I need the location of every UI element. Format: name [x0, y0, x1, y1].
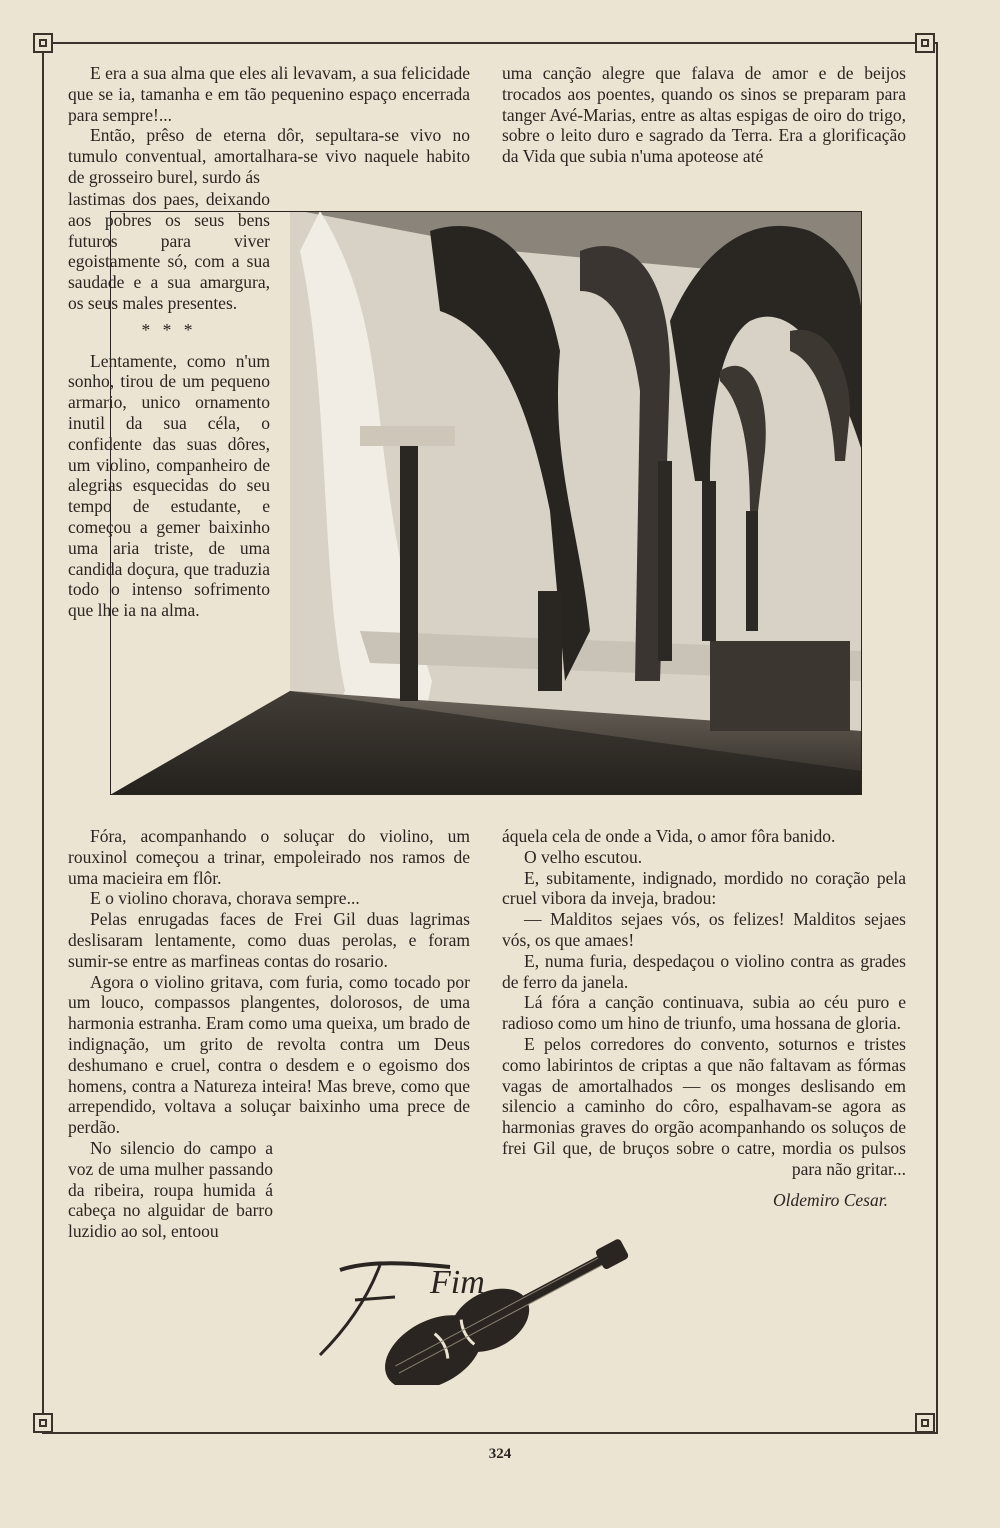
corner-ornament	[915, 33, 935, 53]
paragraph: Agora o violino gritava, com furia, como tocado por um louco, compassos plangentes, dolorosos, de uma harmonia estranha. Eram como uma queixa, um brado de indignação, um grito de revolta contra um Deus deshumano e cruel, contra o desdem e o egoismo dos homens, contra a Natureza inteira! Mas breve, como que arrependido, voltava a soluçar baixinho uma prece de perdão.	[68, 971, 470, 1138]
author-signature: Oldemiro Cesar.	[772, 1189, 888, 1210]
corner-ornament	[915, 1413, 935, 1433]
paragraph: Pelas enrugadas faces de Frei Gil duas lagrimas deslisaram lentamente, como duas perolas, e foram sumir-se entre as marfineas contas do rosario.	[68, 909, 470, 971]
top-left-column	[68, 63, 470, 188]
bottom-right-column	[502, 826, 906, 1210]
corner-ornament	[33, 1413, 53, 1433]
paragraph: uma canção alegre que falava de amor e de beijos trocados aos poentes, quando os sinos se preparam para tanger Avé-Marias, entre as altas espigas de oiro do trigo, sobre o leito duro e sagrado da Terra. Era a glorificação da Vida que subia n'uma apoteose até	[502, 63, 906, 167]
page-number: 324	[488, 1446, 512, 1462]
paragraph: E era a sua alma que eles ali levavam, a sua felicidade que se ia, tamanha e em tão pequenino espaço encerrada para sempre!...	[68, 63, 470, 125]
paragraph: lastimas dos paes, deixando aos pobres os seus bens futuros para viver egoistamente só, com a sua saudade e a sua amargura, os seus males presentes.	[68, 189, 270, 313]
paragraph: — Malditos sejaes vós, os felizes! Malditos sejaes vós, os que amaes!	[502, 909, 906, 950]
cloister-illustration	[110, 211, 862, 795]
paragraph: Então, prêso de eterna dôr, sepultara-se vivo no tumulo conventual, amortalhara-se vivo naquele habito de grosseiro burel, surdo ás	[68, 125, 470, 187]
paragraph: O velho escutou.	[524, 846, 643, 867]
paragraph: Fóra, acompanhando o soluçar do violino, um rouxinol começou a trinar, empoleirado nos ramos de uma macieira em flôr.	[68, 826, 470, 888]
paragraph: áquela cela de onde a Vida, o amor fôra banido.	[502, 826, 836, 846]
corner-ornament	[33, 33, 53, 53]
section-separator: * * *	[141, 319, 197, 340]
paragraph: E, numa furia, despedaçou o violino contra as grades de ferro da janela.	[502, 950, 906, 992]
paragraph: E o violino chorava, chorava sempre...	[90, 888, 360, 909]
paragraph: E pelos corredores do convento, soturnos e tristes como labirintos de criptas a que não faltavam as fórmas vagas de amortalhados — os monges deslisando em silencio a caminho do côro, espalhavam-se agora as harmonias graves do orgão acompanhando os soluços de frei Gil que, de bruços sobre o catre, mordia os pulsos para não gritar...	[502, 1033, 906, 1179]
paragraph: Lentamente, como n'um sonho, tirou de um pequeno armario, unico ornamento inutil da sua céla, o confidente das suas dôres, um violino, companheiro de alegrias esquecidas do seu tempo de estudante, e começou a gemer baixinho uma aria triste, de uma candida doçura, que traduzia todo o intenso sofrimento que lhe ia na alma.	[68, 350, 270, 621]
paragraph: Lá fóra a canção continuava, subia ao céu puro e radioso como um hino de triunfo, uma hossana de gloria.	[502, 992, 906, 1034]
paragraph: No silencio do campo a voz de uma mulher passando da ribeira, roupa humida á cabeça no alguidar de barro luzidio ao sol, entoou	[68, 1137, 273, 1242]
top-right-column	[502, 63, 906, 167]
fim-text: Fim	[430, 1264, 485, 1301]
fim-vignette	[310, 1225, 640, 1385]
paragraph: E, subitamente, indignado, mordido no coração pela cruel vibora da inveja, bradou:	[502, 867, 906, 909]
bottom-left-column	[68, 826, 470, 1242]
